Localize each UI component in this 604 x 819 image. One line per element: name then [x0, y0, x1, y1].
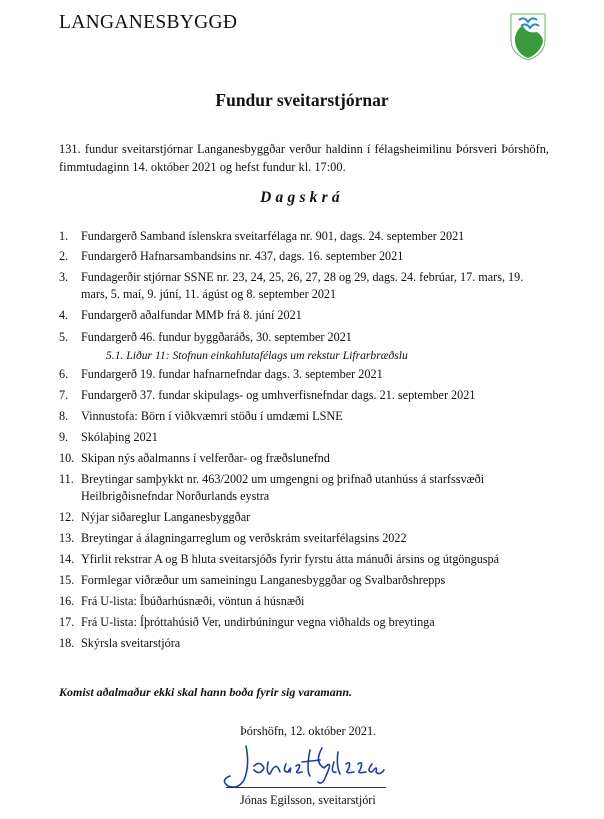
agenda-item-text: Skólaþing 2021: [81, 430, 158, 444]
signer-name: Jónas Egilsson, sveitarstjóri: [240, 793, 376, 807]
agenda-item-number: 11.: [59, 472, 74, 486]
agenda-item-number: 14.: [59, 552, 75, 566]
agenda-item-text: Fundargerð 46. fundur byggðaráðs, 30. september 2021: [81, 330, 352, 344]
agenda-item-number: 12.: [59, 510, 75, 524]
agenda-item-text: Fundargerð Samband íslenskra sveitarfélaga nr. 901, dags. 24. september 2021: [81, 229, 465, 243]
agenda-item-number: 6.: [59, 367, 69, 381]
meeting-intro: 131. fundur sveitarstjórnar Langanesbyggðar verður haldinn í félagsheimilinu Þórsveri Þórshöfn, fimmtudaginn 14. október 2021 og hefst fundur kl. 17:00.: [59, 142, 549, 174]
agenda-item-text: Yfirlit rekstrar A og B hluta sveitarsjóðs fyrir fyrstu átta mánuði ársins og útgönguspá: [81, 552, 500, 566]
agenda-item-text: Fundargerð 37. fundar skipulags- og umhverfisnefndar dags. 21. september 2021: [81, 388, 476, 402]
agenda-item-number: 7.: [59, 388, 69, 402]
agenda-item-number: 18.: [59, 636, 75, 650]
handwritten-signature: [206, 740, 388, 798]
agenda-item-number: 16.: [59, 594, 75, 608]
agenda-item-number: 9.: [59, 430, 69, 444]
agenda-item-text: Fundagerðir stjórnar SSNE nr. 23, 24, 25, 26, 27, 28 og 29, dags. 24. febrúar, 17. mars, 19. mars, 5. maí, 9. júní, 11. ágúst og 8. september 2021: [81, 270, 524, 301]
org-name: LANGANESBYGGÐ: [59, 12, 238, 33]
agenda-sub-item: 5.1. Liður 11: Stofnun einkahlutafélags um rekstur Lifrarbræðslu: [106, 349, 408, 362]
agenda-item-text: Frá U-lista: Íþróttahúsið Ver, undirbúningur vegna viðhalds og breytinga: [81, 615, 435, 629]
agenda-item-number: 8.: [59, 409, 69, 423]
agenda-item-text: Fundargerð Hafnarsambandsins nr. 437, dags. 16. september 2021: [81, 249, 404, 263]
agenda-item-text: Frá U-lista: Íbúðarhúsnæði, vöntun á húsnæði: [81, 594, 305, 608]
agenda-item-text: Formlegar viðræður um sameiningu Langanesbyggðar og Svalbarðshrepps: [81, 573, 446, 587]
agenda-item-number: 13.: [59, 531, 75, 545]
agenda-item-number: 2.: [59, 249, 69, 263]
document-title: Fundur sveitarstjórnar: [215, 90, 389, 110]
agenda-item-text: Vinnustofa: Börn í viðkvæmri stöðu í umdæmi LSNE: [81, 409, 343, 423]
agenda-item-number: 17.: [59, 615, 75, 629]
agenda-item-number: 1.: [59, 229, 69, 243]
place-date: Þórshöfn, 12. október 2021.: [240, 724, 377, 738]
signature-line: [226, 787, 386, 788]
agenda-item-text: Skipan nýs aðalmanns í velferðar- og fræðslunefnd: [81, 451, 330, 465]
agenda-item-text: Nýjar siðareglur Langanesbyggðar: [81, 510, 251, 524]
agenda-item-number: 5.: [59, 330, 69, 344]
coat-of-arms-icon: [509, 12, 547, 62]
agenda-item-text: Breytingar samþykkt nr. 463/2002 um umgengni og þrifnað utanhúss á starfssvæði Heilbrigðisnefndar Norðurlands eystra: [81, 472, 485, 503]
agenda-item-text: Skýrsla sveitarstjóra: [81, 636, 181, 650]
agenda-item-number: 10.: [59, 451, 75, 465]
agenda-item-number: 3.: [59, 270, 69, 284]
substitute-note: Komist aðalmaður ekki skal hann boða fyrir sig varamann.: [59, 685, 353, 699]
agenda-heading: Dagskrá: [260, 189, 344, 206]
agenda-item-text: Fundargerð 19. fundar hafnarnefndar dags. 3. september 2021: [81, 367, 383, 381]
agenda-item-number: 4.: [59, 308, 69, 322]
agenda-item-text: Fundargerð aðalfundar MMÞ frá 8. júní 2021: [81, 308, 302, 322]
agenda-item-text: Breytingar á álagningarreglum og verðskrám sveitarfélagsins 2022: [81, 531, 407, 545]
agenda-item-number: 15.: [59, 573, 75, 587]
